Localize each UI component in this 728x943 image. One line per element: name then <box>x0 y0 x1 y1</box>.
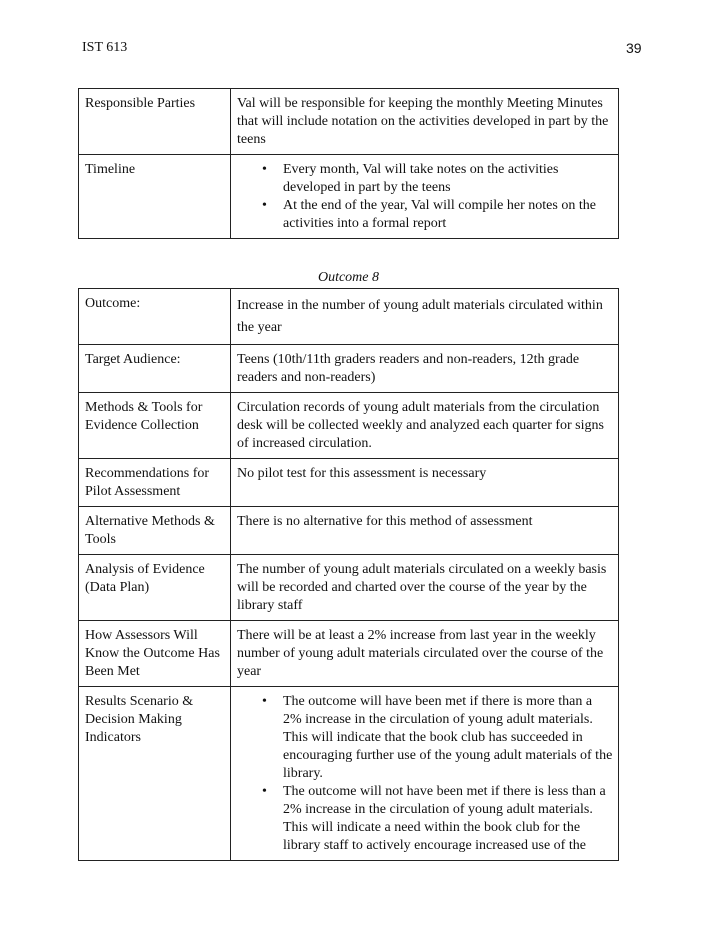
row-value: No pilot test for this assessment is necessary <box>231 459 619 507</box>
table-row <box>79 555 619 621</box>
running-header: IST 613 <box>82 40 128 55</box>
row-value: Increase in the number of young adult materials circulated within the year <box>231 289 619 345</box>
table-row <box>79 345 619 393</box>
row-label: Alternative Methods & Tools <box>79 507 231 555</box>
responsibility-table <box>78 88 619 239</box>
table-caption: Outcome 8 <box>317 270 380 285</box>
row-label: Responsible Parties <box>79 89 231 155</box>
table-row <box>79 289 619 345</box>
table-row <box>79 459 619 507</box>
row-label: Analysis of Evidence (Data Plan) <box>79 555 231 621</box>
list-item: • At the end of the year, Val will compile her notes on the activities into a formal report <box>262 198 596 231</box>
bullet-icon: • <box>262 694 267 709</box>
table-row <box>79 155 619 239</box>
row-value: Teens (10th/11th graders readers and non-readers, 12th grade readers and non-readers) <box>231 345 619 393</box>
table-row <box>79 393 619 459</box>
table-row <box>79 507 619 555</box>
row-value: Val will be responsible for keeping the monthly Meeting Minutes that will include notation on the activities developed in part by the teens <box>231 89 619 155</box>
table-row <box>79 89 619 155</box>
list-item: • Every month, Val will take notes on the activities developed in part by the teens <box>262 162 559 195</box>
page-number: 39 <box>626 40 642 56</box>
row-value: Circulation records of young adult materials from the circulation desk will be collected weekly and analyzed each quarter for signs of increased circulation. <box>231 393 619 459</box>
row-value <box>231 155 619 239</box>
row-label: Results Scenario & Decision Making Indicators <box>79 687 231 861</box>
row-value <box>231 687 619 861</box>
row-label: Timeline <box>79 155 231 239</box>
bullet-icon: • <box>262 784 267 799</box>
table-row <box>79 687 619 861</box>
row-value: The number of young adult materials circulated on a weekly basis will be recorded and charted over the course of the year by the library staff <box>231 555 619 621</box>
row-label: Methods & Tools for Evidence Collection <box>79 393 231 459</box>
row-label: Outcome: <box>79 289 231 345</box>
row-label: Target Audience: <box>79 345 231 393</box>
row-label: How Assessors Will Know the Outcome Has Been Met <box>79 621 231 687</box>
bullet-list <box>237 693 613 855</box>
bullet-icon: • <box>262 198 267 213</box>
list-item: • The outcome will have been met if there is more than a 2% increase in the circulation of young adult materials. This will indicate that the book club has succeeded in encouraging further use of the young adult materials of the library. <box>262 694 613 781</box>
row-value: There will be at least a 2% increase from last year in the weekly number of young adult materials circulated over the course of the year <box>231 621 619 687</box>
bullet-icon: • <box>262 162 267 177</box>
row-label: Recommendations for Pilot Assessment <box>79 459 231 507</box>
table-row <box>79 621 619 687</box>
bullet-list <box>237 161 613 233</box>
outcome-table <box>78 288 619 861</box>
row-value: There is no alternative for this method of assessment <box>231 507 619 555</box>
list-item: • The outcome will not have been met if there is less than a 2% increase in the circulation of young adult materials. This will indicate a need within the book club for the library staff to actively encourage increased use of the <box>262 784 606 853</box>
